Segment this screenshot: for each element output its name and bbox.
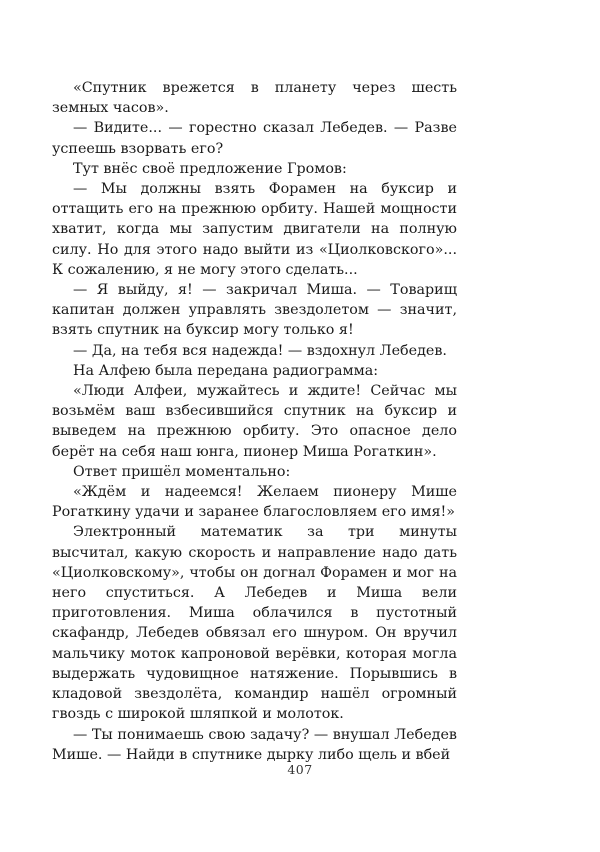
paragraph: Ответ пришёл моментально: bbox=[73, 463, 291, 480]
paragraph: — Да, на тебя вся надежда! — вздохнул Лебедев. bbox=[73, 342, 447, 359]
paragraph: «Ждём и надеемся! Желаем пионеру Мише Рогаткину удачи и заранее благословляем его имя!» bbox=[52, 484, 457, 521]
paragraph: — Мы должны взять Форамен на буксир и оттащить его на прежнюю орбиту. Нашей мощности хватит, когда мы запустим двигатели на полную силу. Но для этого надо выйти из «Циолковского»... К сожалению, я не могу этого сделать... bbox=[52, 181, 457, 278]
page-number: 407 bbox=[287, 762, 313, 777]
paragraph: Электронный математик за три минуты высчитал, какую скорость и направление надо дать «Циолковскому», чтобы он догнал Форамен и мог на него спуститься. А Лебедев и Миша вели приготовления. Миша облачился в пустотный скафандр, Лебедев обвязал его шнуром. Он вручил мальчику моток капроновой верёвки, которая могла выдержать чудовищное натяжение. Порывшись в кладовой звездолёта, командир нашёл огромный гвоздь с широкой шляпкой и молоток. bbox=[52, 524, 457, 723]
paragraph: «Спутник врежется в планету через шесть земных часов». bbox=[52, 80, 457, 117]
paragraph: Тут внёс своё предложение Громов: bbox=[73, 160, 347, 177]
paragraph: — Ты понимаешь свою задачу? — внушал Лебедев Мише. — Найди в спутнике дырку либо щель и вбей bbox=[52, 726, 457, 763]
paragraph: «Люди Алфеи, мужайтесь и ждите! Сейчас мы возьмём ваш взбесившийся спутник на буксир и выведем на прежнюю орбиту. Это опасное дело берёт на себя наш юнга, пионер Миша Рогаткин». bbox=[52, 383, 457, 460]
text-block bbox=[52, 78, 457, 765]
paragraph: — Видите... — горестно сказал Лебедев. — Разве успеешь взорвать его? bbox=[52, 120, 457, 157]
page-body bbox=[52, 78, 457, 765]
paragraph: На Алфею была передана радиограмма: bbox=[73, 362, 379, 379]
paragraph: — Я выйду, я! — закричал Миша. — Товарищ капитан должен управлять звездолетом — значит, взять спутник на буксир могу только я! bbox=[52, 282, 457, 339]
